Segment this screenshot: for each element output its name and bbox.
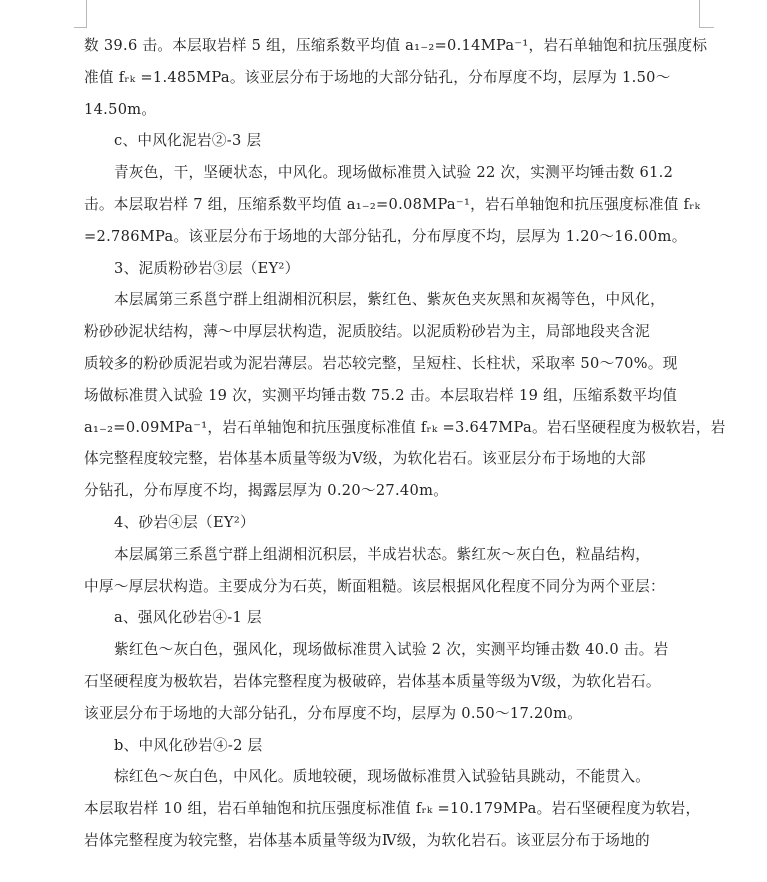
text-line: 准值 fᵣₖ =1.485MPa。该亚层分布于场地的大部分钻孔，分布厚度不均，层厚为 1.50～: [84, 68, 671, 86]
text-line: 青灰色，干，坚硬状态，中风化。现场做标准贯入试验 22 次，实测平均锤击数 61.2: [114, 164, 674, 182]
text-line: 分钻孔，分布厚度不均，揭露层厚为 0.20～27.40m。: [84, 482, 449, 500]
text-line: 击。本层取岩样 7 组，压缩系数平均值 a₁₋₂=0.08MPa⁻¹，岩石单轴饱和抗压强度标准值 fᵣₖ: [84, 195, 701, 213]
text-line: 石坚硬程度为极软岩，岩体完整程度为极破碎，岩体基本质量等级为Ⅴ级，为软化岩石。: [84, 672, 661, 690]
text-line: 本层属第三系邕宁群上组湖相沉积层，紫红色、紫灰色夹灰黑和灰褐等色，中风化，: [114, 291, 666, 309]
text-line: 场做标准贯入试验 19 次，实测平均锤击数 75.2 击。本层取岩样 19 组，压缩系数平均值: [84, 386, 678, 404]
text-line: 质较多的粉砂质泥岩或为泥岩薄层。岩芯较完整，呈短柱、长柱状，采取率 50～70%。现: [84, 354, 678, 372]
text-line: 体完整程度较完整，岩体基本质量等级为Ⅴ级，为软化岩石。该亚层分布于场地的大部: [84, 450, 646, 468]
page-corner-mark-left: [74, 0, 87, 28]
text-line: 14.50m。: [84, 100, 157, 118]
section-heading: 4、砂岩④层（EY²）: [114, 513, 255, 531]
text-line: 紫红色～灰白色，强风化，现场做标准贯入试验 2 次，实测平均锤击数 40.0 击。岩: [114, 641, 669, 659]
text-line: 数 39.6 击。本层取岩样 5 组，压缩系数平均值 a₁₋₂=0.14MPa⁻¹，岩石单轴饱和抗压强度标: [84, 37, 708, 54]
section-heading: 3、泥质粉砂岩③层（EY²）: [114, 259, 300, 277]
subsection-heading: a、强风化砂岩④-1 层: [114, 609, 262, 627]
subsection-heading: c、中风化泥岩②-3 层: [114, 132, 262, 150]
document-page: [84, 30, 726, 857]
text-line: a₁₋₂=0.09MPa⁻¹，岩石单轴饱和抗压强度标准值 fᵣₖ =3.647MPa。岩石坚硬程度为极软岩，岩: [84, 418, 726, 436]
subsection-heading: b、中风化砂岩④-2 层: [114, 736, 263, 754]
text-line: 棕红色～灰白色，中风化。质地较硬，现场做标准贯入试验钻具跳动，不能贯入。: [114, 768, 651, 786]
text-line: 岩体完整程度为较完整，岩体基本质量等级为Ⅳ级，为软化岩石。该亚层分布于场地的: [84, 831, 650, 849]
text-line: 粉砂砂泥状结构，薄～中厚层状构造，泥质胶结。以泥质粉砂岩为主，局部地段夹含泥: [84, 323, 650, 341]
text-line: 本层取岩样 10 组，岩石单轴饱和抗压强度标准值 fᵣₖ =10.179MPa。岩石坚硬程度为软岩，: [84, 800, 701, 818]
text-line: =2.786MPa。该亚层分布于场地的大部分钻孔，分布厚度不均，层厚为 1.20～16.00m。: [84, 227, 687, 245]
text-line: 本层属第三系邕宁群上组湖相沉积层，半成岩状态。紫红灰～灰白色，粒晶结构，: [114, 545, 651, 563]
text-line: 该亚层分布于场地的大部分钻孔，分布厚度不均，层厚为 0.50～17.20m。: [84, 704, 583, 722]
page-corner-mark-right: [699, 0, 714, 28]
text-line: 中厚～厚层状构造。主要成分为石英，断面粗糙。该层根据风化程度不同分为两个亚层：: [84, 577, 665, 595]
